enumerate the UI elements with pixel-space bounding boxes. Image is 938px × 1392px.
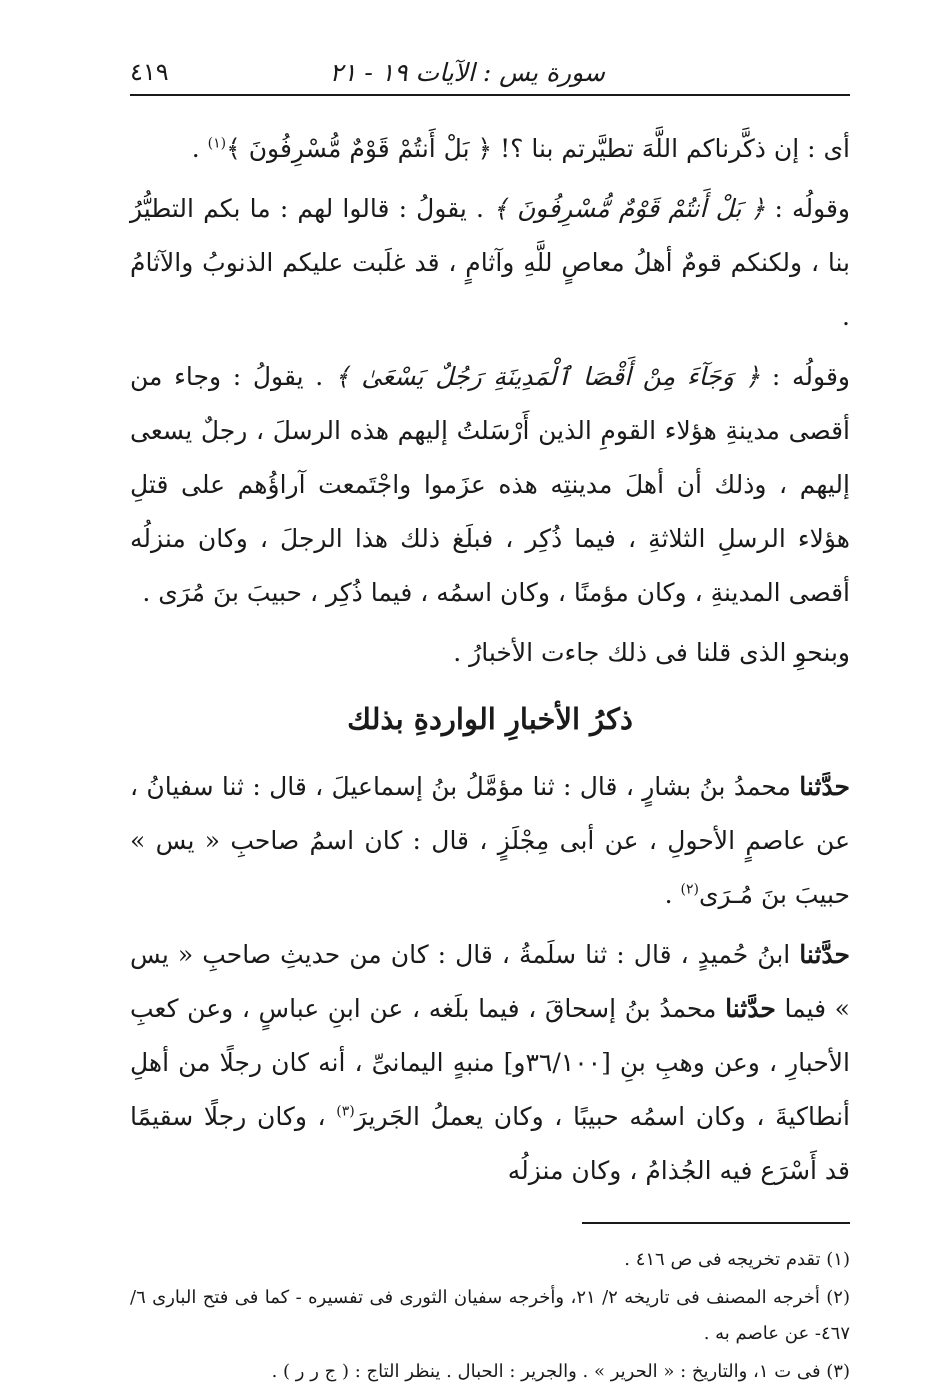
footnote-1: (١) تقدم تخريجه فى ص ٤١٦ . <box>624 1249 850 1270</box>
paragraph-3 <box>130 350 850 620</box>
narration-2-lead-2: حدَّثنا <box>725 994 776 1023</box>
narration-2-tail: ، وكان رجلًا سقيمًا قد أَسْرَع فيه الجُذامُ ، وكان منزلُه <box>130 1102 850 1185</box>
paragraph-3-lead: وقولُه : <box>760 362 850 391</box>
narration-2-lead: حدَّثنا <box>799 940 850 969</box>
footnote-3: (٣) فى ت ١، والتاريخ : « الحرير » . والجرير : الحبال . ينظر التاج : ( ج ر ر ) . <box>271 1361 850 1382</box>
footnote-ref-2: (٢) <box>680 881 699 898</box>
paragraph-2-lead: وقولُه : <box>765 194 851 223</box>
quran-verse: ﴿ وَجَآءَ مِنْ أَقْصَا ٱلْمَدِينَةِ رَجُلٌ يَسْعَىٰ ﴾ <box>334 362 761 391</box>
narration-2 <box>130 928 850 1198</box>
paragraph-1-tail: . <box>191 134 208 163</box>
narration-1-tail: . <box>664 880 681 909</box>
paragraph-2-text: . يقولُ : قالوا لهم : ما بكم التطيُّرُ بنا ، ولكنكم قومٌ أهلُ معاصٍ للَّهِ وآثامٍ ، قد غلَبت عليكم الذنوبُ والآثامُ . <box>130 194 850 331</box>
paragraph-4-text: وبنحوِ الذى قلنا فى ذلك جاءت الأخبارُ . <box>453 638 850 667</box>
paragraph-1 <box>130 122 850 176</box>
narration-2-text-2: محمدُ بنُ إسحاقَ ، فيما بلَغه ، عن ابنِ عباسٍ ، وعن كعبِ الأحبارِ ، وعن وهبِ بنِ [٣٦/١٠٠و] منبهٍ اليمانىِّ ، أنه كان رجلًا من أهلِ أنطاكيةَ ، وكان اسمُه حبيبًا ، وكان يعملُ الجَريرَ <box>130 994 850 1131</box>
body-text <box>130 122 850 1198</box>
section-heading: ذكرُ الأخبارِ الواردةِ بذلك <box>347 702 633 736</box>
footnote-ref-1: (١) <box>207 135 227 152</box>
running-title: سورة يس : الآيات ١٩ - ٢١ <box>329 58 605 87</box>
book-page <box>130 52 850 1392</box>
footnote-separator <box>582 1222 850 1224</box>
paragraph-3-text: . يقولُ : وجاء من أقصى مدينةِ هؤلاء القومِ الذين أَرْسَلتُ إليهم هذه الرسلَ ، رجلٌ يسعى إليهم ، وذلك أن أهلَ مدينتِه هذه عزَموا واجْتَمعت آراؤُهم على قتلِ هؤلاء الرسلِ الثلاثةِ ، فيما ذُكِر ، فبلَغ ذلك هذا الرجلَ ، وكان منزلُه أقصى المدينةِ ، وكان مؤمنًا ، وكان اسمُه ، فيما ذُكِر ، حبيبَ بنَ مُرَى . <box>130 362 850 607</box>
narration-1-text: محمدُ بنُ بشارٍ ، قال : ثنا مؤمَّلُ بنُ إسماعيلَ ، قال : ثنا سفيانُ ، عن عاصمٍ الأحولِ ، عن أبى مِجْلَزٍ ، قال : كان اسمُ صاحبِ « يس » حبيبَ بنَ مُـرَى <box>130 772 850 909</box>
footnote-ref-3: (٣) <box>336 1103 355 1120</box>
footnotes <box>130 1242 850 1390</box>
footnote-2: (٢) أخرجه المصنف فى تاريخه ٢/ ٢١، وأخرجه سفيان الثورى فى تفسيره - كما فى فتح البارى ٦/ ٤٦٧- عن عاصم به . <box>130 1287 850 1344</box>
narration-1-lead: حدَّثنا <box>799 772 850 801</box>
paragraph-1-text: أى : إن ذكَّرناكم اللَّهَ تطيَّرتم بنا ؟! ﴿ بَلْ أَنتُمْ قَوْمٌ مُّسْرِفُونَ ﴾ <box>226 134 850 163</box>
paragraph-2 <box>130 182 850 344</box>
running-head <box>130 52 850 96</box>
paragraph-4 <box>130 626 850 680</box>
quran-verse: ﴿ بَلْ أَنتُمْ قَوْمٌ مُّسْرِفُونَ ﴾ <box>493 194 766 223</box>
page-number: ٤١٩ <box>130 58 169 86</box>
narration-2-text-1: ابنُ حُميدٍ ، قال : ثنا سلَمةُ ، قال : كان من حديثِ صاحبِ « يس » فيما <box>130 940 850 1023</box>
narration-1 <box>130 760 850 922</box>
